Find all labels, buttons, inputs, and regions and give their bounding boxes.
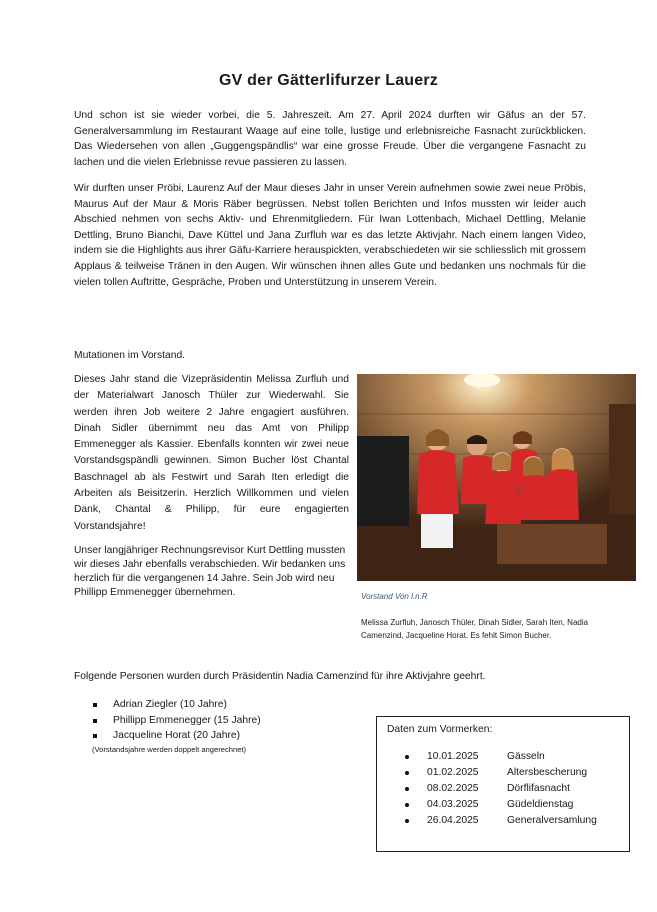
list-item (404, 749, 597, 765)
auditor-successor: Phillipp Emmenegger übernehmen. (74, 587, 236, 598)
event-name: Gässeln (507, 751, 545, 762)
event-name: Generalversamlung (507, 815, 597, 826)
list-item (404, 813, 597, 829)
intro-paragraph: Und schon ist sie wieder vorbei, die 5. Jahreszeit. Am 27. April 2024 durften wir Gäfus an der 57. Generalversammlung im Restaurant Waage auf eine tolle, lustige und erlebnisreiche Fasnacht zurückblicken. Das Wiedersehen von allen „Guggengspändlis“ war eine grosse Freude. Über die vergangene Fasnacht zu lachen und die vielen Erlebnisse revue passieren zu lassen. (74, 110, 586, 168)
event-date: 26.04.2025 (427, 815, 479, 826)
honor-heading: Folgende Personen wurden durch Präsidentin Nadia Camenzind für ihre Aktivjahre geehrt. (74, 671, 486, 682)
event-date: 04.03.2025 (427, 799, 479, 810)
event-name: Güdeldienstag (507, 799, 574, 810)
event-date: 01.02.2025 (427, 767, 479, 778)
honor-note: (Vorstandsjahre werden doppelt angerechnet) (92, 745, 247, 754)
group-photo-illustration (357, 374, 636, 581)
list-item (404, 797, 597, 813)
board-changes-paragraph: Dieses Jahr stand die Vizepräsidentin Melissa Zurfluh und der Materialwart Janosch Thüler zur Wiederwahl. Sie werden ihren Job weitere 2 Jahre engagiert ausführen. Dinah Sidler übernimmt neu das Amt von Philipp Emmenegger als Kassier. Ebenfalls konnten wir zwei neue Vorstandsgspändli gewinnen. Simon Bucher löst Chantal Baschnagel ab als Festwirt und Sarah Iten erledigt die Arbeiten als Beisitzerin. Herzlich Willkommen und vielen Dank, Chantal & Philipp, für eure engagierten Vorstandsjahre! (74, 374, 349, 532)
list-item (404, 765, 597, 781)
list-item: Phillipp Emmenegger (15 Jahre) (92, 713, 261, 729)
dates-box-title: Daten zum Vormerken: (387, 724, 493, 735)
event-date: 10.01.2025 (427, 751, 479, 762)
honoree-list (92, 697, 261, 744)
board-group-photo (357, 374, 636, 581)
list-item: Jacqueline Horat (20 Jahre) (92, 728, 261, 744)
mutations-heading: Mutationen im Vorstand. (74, 350, 186, 361)
list-item: Adrian Ziegler (10 Jahre) (92, 697, 261, 713)
list-item (404, 781, 597, 797)
dates-box (376, 716, 630, 852)
page-title: GV der Gätterlifurzer Lauerz (219, 72, 438, 89)
dates-list (404, 749, 597, 829)
event-name: Dörflifasnacht (507, 783, 570, 794)
photo-names: Melissa Zurfluh, Janosch Thüler, Dinah Sidler, Sarah Iten, Nadia Camenzind, Jacqueline Horat. Es fehlt Simon Bucher. (361, 618, 589, 640)
photo-caption: Vorstand Von l.n.R (361, 592, 428, 601)
farewell-paragraph: Wir durften unser Pröbi, Laurenz Auf der Maur dieses Jahr in unser Verein aufnehmen sowie zwei neue Pröbis, Maurus Auf der Maur & Moris Räber begrüssen. Nebst tollen Berichten und Infos mussten wir leider auch Abschied nehmen von sechs Aktiv- und Ehrenmitgliedern. Für Iwan Lottenbach, Michael Dettling, Melanie Dettling, Bruno Bianchi, Dave Küttel und Jana Zurfluh war es das letzte Aktivjahr. Nach einem langen Video, indem sie die Highlights aus ihrer Gäfu-Karriere herauspickten, verabschiedeten wir sie schliesslich mit grossem Applaus & teilweise Tränen in den Augen. Wir wünschen ihnen alles Gute und bedanken uns nochmals für die vielen tollen Auftritte, Gespräche, Proben und Unterstützung in unserem Verein. (74, 183, 586, 288)
auditor-text: Unser langjähriger Rechnungsrevisor Kurt Dettling mussten wir dieses Jahr ebenfalls verabschieden. Wir bedanken uns herzlich für die vergangenen 14 Jahre. Sein Job wird neu (74, 545, 346, 584)
event-name: Altersbescherung (507, 767, 588, 778)
event-date: 08.02.2025 (427, 783, 479, 794)
auditor-paragraph (74, 544, 349, 600)
